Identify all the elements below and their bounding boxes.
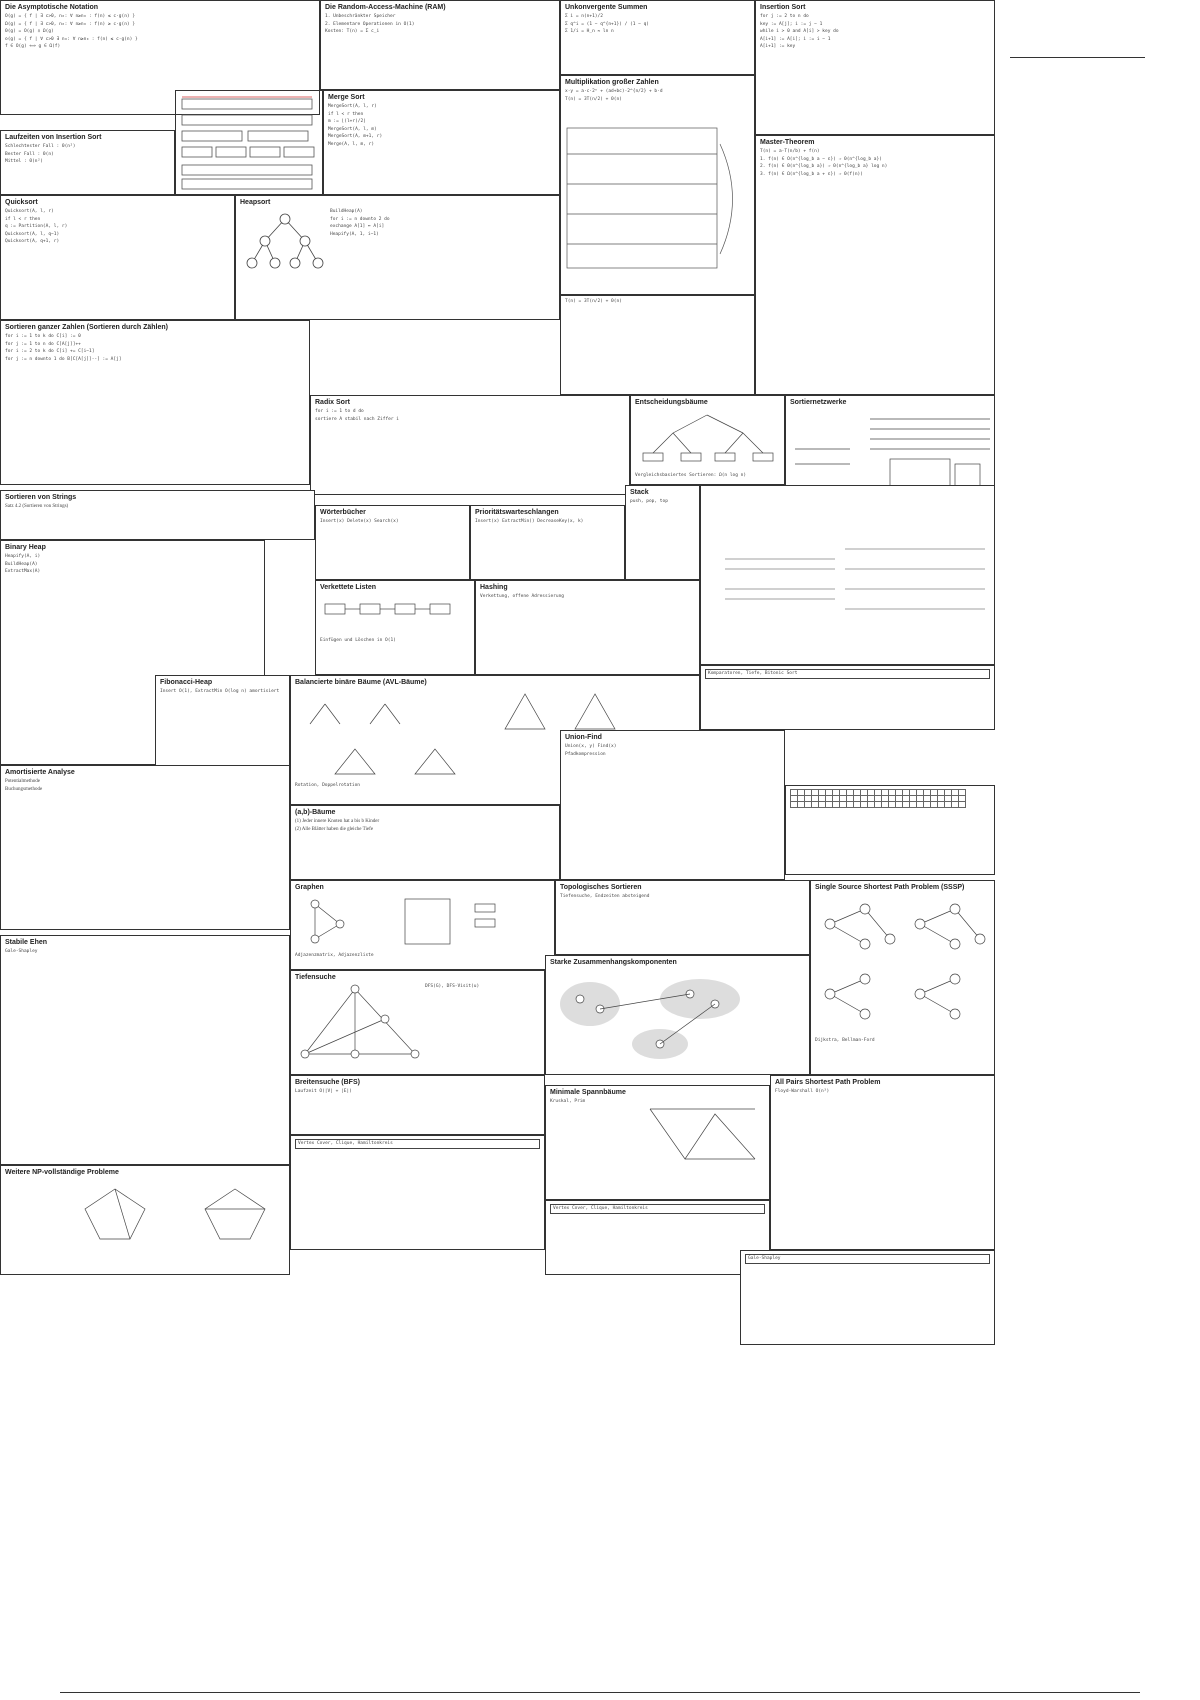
box-line: if l < r then (328, 111, 364, 117)
box-title: Topologisches Sortieren (560, 884, 642, 891)
box-line: f ∈ O(g) ⟺ g ∈ Ω(f) (5, 44, 61, 49)
box-amortized (0, 765, 290, 930)
box-np-notes (545, 1200, 770, 1275)
box-line: Pfadkompression (565, 751, 606, 757)
box-dictionaries (315, 505, 470, 580)
box-quicksort (0, 195, 235, 320)
box-heapsort (235, 195, 560, 320)
box-line: 1. Unbeschränkter Speicher (325, 14, 396, 19)
box-sssp (810, 880, 995, 1075)
box-line: (1) Jeder innere Knoten hat a bis b Kinder (295, 819, 380, 824)
box-title: Multiplikation großer Zahlen (565, 79, 659, 86)
box-title: Radix Sort (315, 399, 351, 406)
box-line: Union(x, y) Find(x) (565, 744, 617, 749)
box-insertion-sort (755, 0, 995, 135)
box-title: Binary Heap (5, 544, 46, 551)
decision-tree-figure (635, 409, 780, 469)
box-line: Einfügen und Löschen in O(1) (320, 638, 396, 643)
box-title: Sortieren ganzer Zahlen (Sortieren durch Zählen) (5, 324, 168, 331)
box-line: Insert(x) ExtractMin() DecreaseKey(x, k) (475, 519, 584, 524)
box-line: Σ 1/i = H_n ≈ ln n (565, 29, 614, 34)
box-lookup-table (785, 785, 995, 875)
box-title: Stabile Ehen (5, 939, 48, 946)
box-line: Satz 4.2 (Sortieren von Strings) (5, 504, 69, 509)
shortest-path-graphs-figure (815, 894, 990, 1034)
box-line: push, pop, top (630, 499, 668, 504)
box-linked-lists (315, 580, 475, 675)
np-graphs-figure (5, 1179, 285, 1259)
box-line: for j := 2 to n do (760, 14, 809, 19)
box-title: Insertion Sort (760, 4, 806, 11)
box-title: Union-Find (565, 734, 602, 741)
dfs-graph-figure (295, 984, 425, 1059)
box-line: Schlechtester Fall : Θ(n²) (5, 144, 76, 149)
box-line: Floyd-Warshall O(n³) (775, 1089, 830, 1094)
box-line: Adjazenzmatrix, Adjazenzliste (295, 953, 374, 958)
box-line: T(n) = 3T(n/2) + Θ(n) (565, 299, 622, 304)
box-line: for i := n downto 2 do (330, 216, 390, 222)
box-line: Heapify(A, i) (5, 554, 41, 559)
margin-rule (1010, 57, 1145, 58)
box-graphs (290, 880, 555, 970)
box-topological-sort (555, 880, 810, 955)
box-line: Insert O(1), ExtractMin O(log n) amortisiert (160, 689, 280, 694)
box-multiplication-lower (560, 295, 755, 395)
box-title: Prioritätswarteschlangen (475, 509, 559, 516)
box-dfs (290, 970, 545, 1075)
box-insertion-runtime (0, 130, 175, 195)
box-bfs (290, 1075, 545, 1135)
box-scc (545, 955, 810, 1075)
box-line: BuildHeap(A) (5, 561, 38, 567)
box-line: Laufzeit O(|V| + |E|) (295, 1089, 352, 1094)
value-grid (790, 789, 966, 808)
box-title: Heapsort (240, 199, 271, 206)
box-title: Weitere NP-vollständige Probleme (5, 1169, 119, 1176)
box-title: Merge Sort (328, 94, 365, 101)
box-string-sorting (0, 490, 315, 540)
box-title: Entscheidungsbäume (635, 399, 708, 406)
box-title: Single Source Shortest Path Problem (SSSP) (815, 884, 965, 891)
box-title: Fibonacci-Heap (160, 679, 213, 686)
box-title: Balancierte binäre Bäume (AVL-Bäume) (295, 679, 427, 686)
mst-figure (645, 1099, 765, 1169)
box-title: (a,b)-Bäume (295, 809, 336, 816)
box-line: Tiefensuche, Endzeiten absteigend (560, 894, 650, 899)
box-title: Die Random-Access-Machine (RAM) (325, 4, 446, 11)
linked-list-figure (320, 594, 470, 634)
box-line: for i := 2 to k do C[i] += C[i−1] (5, 349, 95, 354)
box-line: A[i+1] := A[i]; i := i − 1 (760, 36, 831, 42)
box-merge-sort (323, 90, 560, 195)
box-title: Graphen (295, 884, 324, 891)
box-title: Tiefensuche (295, 974, 336, 981)
box-mst (545, 1085, 770, 1200)
box-line: x·y = a·c·2ⁿ + (ad+bc)·2^{n/2} + b·d (565, 89, 663, 94)
box-title: Minimale Spannbäume (550, 1089, 626, 1096)
definition-note: Vertex Cover, Clique, Hamiltonkreis (295, 1139, 540, 1149)
box-line: 2. f(n) ∈ Θ(n^{log_b a}) ⇒ Θ(n^{log_b a} log n) (760, 164, 888, 169)
box-line: Rotation, Doppelrotation (295, 783, 361, 788)
box-line: m := ⌊(l+r)/2⌋ (328, 119, 366, 124)
box-line: if l < r then (5, 216, 41, 222)
box-line: 2. Elementare Operationen in O(1) (325, 21, 415, 27)
box-title: Die Asymptotische Notation (5, 4, 99, 11)
box-line: T(n) = 3T(n/2) + Θ(n) (565, 96, 622, 102)
box-title: Breitensuche (BFS) (295, 1079, 360, 1086)
box-line: exchange A[1] ↔ A[i] (330, 224, 385, 229)
box-line: sortiere A stabil nach Ziffer i (315, 416, 399, 422)
box-counting-sort (0, 320, 310, 485)
box-title: Quicksort (5, 199, 38, 206)
box-line: Σ i = n(n+1)/2 (565, 14, 603, 19)
box-title: All Pairs Shortest Path Problem (775, 1079, 881, 1086)
box-radix-sort (310, 395, 630, 495)
graph-representation-figure (295, 894, 550, 949)
box-line: key := A[j]; i := j − 1 (760, 21, 823, 27)
final-note: Gale-Shapley (745, 1254, 990, 1264)
box-union-find (560, 730, 785, 880)
box-decision-trees (630, 395, 785, 485)
box-title: Verkettete Listen (320, 584, 377, 591)
box-title: Sortiernetzwerke (790, 399, 847, 406)
box-line: Verkettung, offene Adressierung (480, 594, 564, 599)
box-title: Laufzeiten von Insertion Sort (5, 134, 102, 141)
box-line: Vergleichsbasiertes Sortieren: Ω(n log n) (635, 473, 747, 478)
comparator-network-figure (705, 489, 990, 659)
box-line: (2) Alle Blätter haben die gleiche Tiefe (295, 826, 374, 832)
box-stack (625, 485, 700, 580)
box-line: o(g) = { f | ∀ c>0 ∃ n₀: ∀ n≥n₀ : f(n) ≤ c·g(n) } (5, 36, 138, 42)
box-line: Buchungsmethode (5, 786, 43, 792)
box-line: Merge(A, l, m, r) (328, 141, 375, 147)
box-title: Master-Theorem (760, 139, 815, 146)
scc-figure (550, 969, 805, 1059)
box-line: ExtractMax(A) (5, 569, 41, 574)
box-line: DFS(G), DFS-Visit(u) (425, 984, 480, 989)
box-line: Gale-Shapley (5, 949, 38, 954)
box-sums (560, 0, 755, 75)
box-line: Σ q^i = (1 − q^{n+1}) / (1 − q) (565, 21, 649, 27)
box-np-complete (0, 1165, 290, 1275)
box-title: Hashing (480, 584, 508, 591)
box-hashing (475, 580, 700, 675)
box-line: for i := 1 to d do (315, 409, 364, 414)
box-line: Ω(g) = { f | ∃ c>0, n₀: ∀ n≥n₀ : f(n) ≥ c·g(n) } (5, 21, 136, 27)
box-line: O(g) = { f | ∃ c>0, n₀: ∀ n≥n₀ : f(n) ≤ c·g(n) } (5, 14, 136, 19)
box-apsp (770, 1075, 995, 1250)
box-line: Quicksort(A, l, q−1) (5, 231, 60, 237)
box-final-definitions (740, 1250, 995, 1345)
box-title: Wörterbücher (320, 509, 366, 516)
box-line: Bester Fall : Θ(n) (5, 151, 54, 157)
box-line: Quicksort(A, q+1, r) (5, 239, 60, 244)
box-master-theorem (755, 135, 995, 395)
box-line: Insert(x) Delete(x) Search(x) (320, 519, 399, 524)
box-ram (320, 0, 560, 90)
box-title: Sortieren von Strings (5, 494, 77, 501)
array-grid-figure (175, 90, 323, 195)
theorem-note: Komparatoren, Tiefe, Bitonic Sort (705, 669, 990, 679)
recursion-table-figure (565, 124, 750, 274)
box-line: for i := 1 to k do C[i] := 0 (5, 334, 81, 339)
footer-rule (60, 1692, 1140, 1693)
box-line: Θ(g) = O(g) ∩ Ω(g) (5, 29, 54, 34)
box-theorem-notes (700, 665, 995, 730)
box-line: for j := 1 to n do C[A[j]]++ (5, 341, 81, 347)
box-network-diagrams (700, 485, 995, 665)
np-note: Vertex Cover, Clique, Hamiltonkreis (550, 1204, 765, 1214)
box-line: MergeSort(A, l, r) (328, 104, 377, 109)
box-line: Kosten: T(n) = Σ c_i (325, 29, 380, 34)
box-line: A[i+1] := key (760, 44, 796, 49)
box-priority-queues (470, 505, 625, 580)
box-line: Kruskal, Prim (550, 1099, 586, 1104)
box-line: MergeSort(A, l, m) (328, 126, 377, 132)
box-line: q := Partition(A, l, r) (5, 224, 68, 229)
box-line: MergeSort(A, m+1, r) (328, 134, 383, 139)
box-stable-marriage (0, 935, 290, 1165)
heap-tree-figure (240, 209, 330, 279)
box-line: 3. f(n) ∈ Ω(n^{log_b a + ε}) ⇒ Θ(f(n)) (760, 171, 863, 177)
box-title: Amortisierte Analyse (5, 769, 75, 776)
box-line: Dijkstra, Bellman-Ford (815, 1038, 875, 1043)
box-line: for j := n downto 1 do B[C[A[j]]--] := A[j] (5, 356, 122, 362)
box-line: Heapify(A, 1, i−1) (330, 231, 379, 237)
box-line: Mittel : Θ(n²) (5, 159, 43, 164)
box-title: Unkonvergente Summen (565, 4, 648, 11)
box-multiplication (560, 75, 755, 295)
box-line: while i > 0 and A[i] > key do (760, 29, 839, 34)
box-title: Starke Zusammenhangskomponenten (550, 959, 677, 966)
box-ab-trees (290, 805, 560, 880)
box-line: T(n) = a·T(n/b) + f(n) (760, 149, 820, 154)
box-line: Quicksort(A, l, r) (5, 209, 54, 214)
box-definitions (290, 1135, 545, 1250)
box-line: BuildHeap(A) (330, 209, 363, 214)
box-title: Stack (630, 489, 649, 496)
box-line: Potentialmethode (5, 779, 40, 784)
box-line: 1. f(n) ∈ O(n^{log_b a − ε}) ⇒ Θ(n^{log_b a}) (760, 156, 882, 162)
